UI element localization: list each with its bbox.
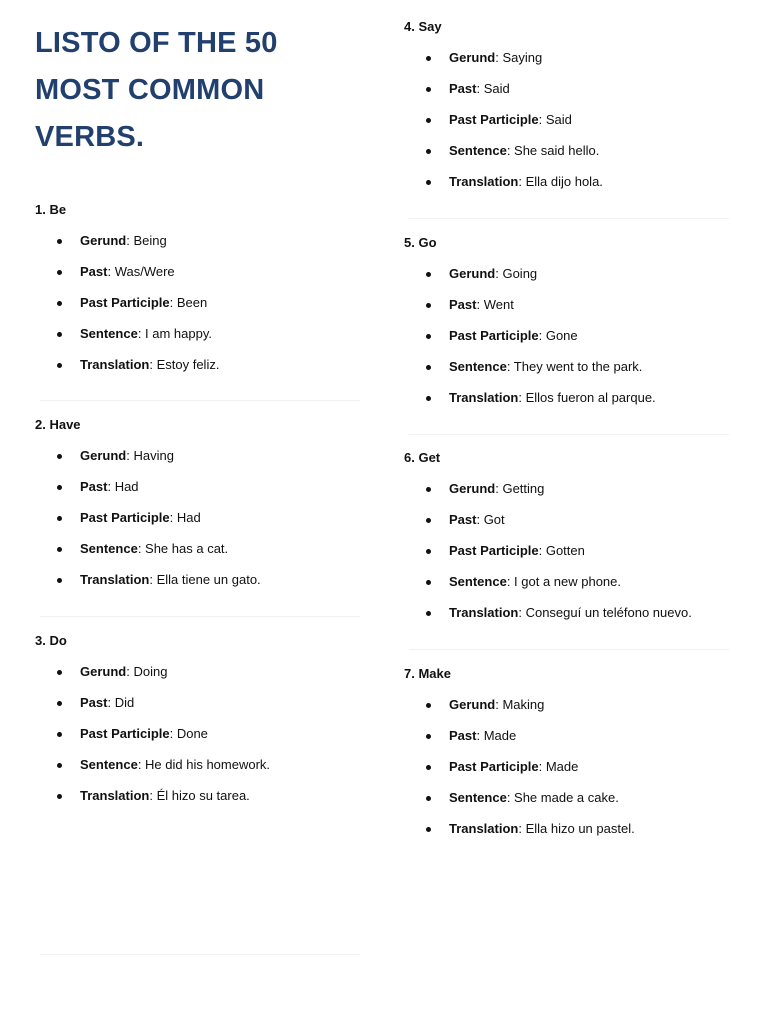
verb-forms-list (35, 231, 360, 386)
term-value: : Ellos fueron al parque. (518, 390, 656, 405)
term-value: : Ella dijo hola. (518, 174, 603, 189)
list-item-translation (35, 786, 360, 817)
list-item-translation (404, 819, 729, 850)
term-label: Past Participle (449, 759, 539, 774)
term-label: Sentence (449, 790, 507, 805)
term-value: : I got a new phone. (506, 574, 622, 589)
bullet-icon (57, 485, 62, 490)
term-value: : She said hello. (506, 143, 600, 158)
list-item-past-participle (35, 724, 360, 755)
term-value: : Gotten (538, 543, 585, 558)
list-item-past-participle (35, 293, 360, 324)
term-value: : Been (169, 295, 208, 310)
term-value: : Made (538, 759, 579, 774)
section-divider (40, 616, 360, 617)
term-label: Gerund (449, 50, 496, 65)
list-item-past (404, 79, 729, 110)
term-label: Sentence (449, 143, 507, 158)
bullet-icon (426, 703, 431, 708)
bullet-icon (426, 549, 431, 554)
list-item-gerund (35, 231, 360, 262)
list-item-past-participle (404, 757, 729, 788)
verb-section-have (35, 415, 360, 601)
verb-section-get (404, 448, 729, 634)
list-item-sentence (404, 141, 729, 172)
term-label: Gerund (449, 266, 496, 281)
list-item-sentence (404, 788, 729, 819)
page-title: LISTO OF THE 50 MOST COMMON VERBS. (35, 27, 278, 153)
term-value: : Had (169, 510, 201, 525)
bullet-icon (57, 301, 62, 306)
list-item-past (404, 295, 729, 326)
verb-forms-list (404, 264, 729, 419)
term-label: Past (449, 81, 477, 96)
bullet-icon (57, 578, 62, 583)
verb-forms-list (35, 662, 360, 817)
term-value: : Going (495, 266, 538, 281)
verb-heading: 3. Do (35, 633, 67, 648)
verb-section-go (404, 233, 729, 419)
verb-forms-list (35, 446, 360, 601)
term-value: : Making (495, 697, 545, 712)
list-item-sentence (35, 755, 360, 786)
list-item-sentence (404, 572, 729, 603)
term-label: Past Participle (80, 295, 170, 310)
list-item-gerund (404, 695, 729, 726)
bullet-icon (426, 396, 431, 401)
term-label: Gerund (80, 664, 127, 679)
bullet-icon (57, 763, 62, 768)
term-label: Translation (449, 605, 519, 620)
term-value: : Said (476, 81, 510, 96)
term-value: : Having (126, 448, 174, 463)
list-item-translation (404, 388, 729, 419)
term-value: : She has a cat. (137, 541, 229, 556)
term-value: : They went to the park. (506, 359, 643, 374)
list-item-gerund (404, 264, 729, 295)
term-value: : Doing (126, 664, 168, 679)
term-value: : Made (476, 728, 517, 743)
verb-heading: 4. Say (404, 19, 442, 34)
list-item-translation (35, 570, 360, 601)
bullet-icon (426, 518, 431, 523)
term-label: Past (449, 297, 477, 312)
section-divider (40, 954, 360, 955)
bullet-icon (57, 332, 62, 337)
bullet-icon (426, 87, 431, 92)
term-value: : Estoy feliz. (149, 357, 220, 372)
bullet-icon (57, 701, 62, 706)
term-value: : Said (538, 112, 572, 127)
bullet-icon (57, 794, 62, 799)
list-item-past (35, 262, 360, 293)
verb-forms-list (404, 48, 729, 203)
term-label: Past Participle (80, 726, 170, 741)
term-label: Translation (80, 572, 150, 587)
term-label: Gerund (80, 448, 127, 463)
bullet-icon (426, 611, 431, 616)
verb-section-be (35, 200, 360, 386)
term-value: : Él hizo su tarea. (149, 788, 250, 803)
list-item-past (404, 510, 729, 541)
term-label: Past (449, 512, 477, 527)
term-value: : He did his homework. (137, 757, 271, 772)
bullet-icon (57, 239, 62, 244)
term-label: Gerund (449, 697, 496, 712)
term-value: : I am happy. (137, 326, 212, 341)
term-label: Sentence (449, 574, 507, 589)
bullet-icon (426, 487, 431, 492)
list-item-sentence (404, 357, 729, 388)
list-item-past (35, 477, 360, 508)
term-label: Past Participle (80, 510, 170, 525)
verb-section-make (404, 664, 729, 850)
bullet-icon (426, 827, 431, 832)
term-label: Sentence (80, 326, 138, 341)
term-label: Past (449, 728, 477, 743)
term-label: Past (80, 264, 108, 279)
verb-heading: 7. Make (404, 666, 451, 681)
section-divider (409, 218, 729, 219)
term-value: : Conseguí un teléfono nuevo. (518, 605, 692, 620)
term-value: : Ella hizo un pastel. (518, 821, 635, 836)
bullet-icon (426, 334, 431, 339)
bullet-icon (426, 180, 431, 185)
term-value: : Done (169, 726, 208, 741)
term-label: Past (80, 479, 108, 494)
bullet-icon (57, 454, 62, 459)
term-value: : Getting (495, 481, 545, 496)
list-item-past (404, 726, 729, 757)
term-label: Past Participle (449, 543, 539, 558)
bullet-icon (57, 547, 62, 552)
list-item-translation (404, 172, 729, 203)
list-item-sentence (35, 539, 360, 570)
bullet-icon (426, 118, 431, 123)
bullet-icon (57, 516, 62, 521)
list-item-translation (35, 355, 360, 386)
list-item-past-participle (35, 508, 360, 539)
term-value: : Got (476, 512, 505, 527)
bullet-icon (426, 734, 431, 739)
verb-section-do (35, 631, 360, 817)
bullet-icon (426, 580, 431, 585)
bullet-icon (426, 365, 431, 370)
list-item-gerund (404, 48, 729, 79)
list-item-past-participle (404, 110, 729, 141)
section-divider (40, 400, 360, 401)
term-label: Translation (80, 788, 150, 803)
term-label: Gerund (80, 233, 127, 248)
bullet-icon (57, 270, 62, 275)
list-item-gerund (35, 662, 360, 693)
term-value: : She made a cake. (506, 790, 619, 805)
term-label: Sentence (449, 359, 507, 374)
term-label: Sentence (80, 541, 138, 556)
verb-forms-list (404, 695, 729, 850)
term-value: : Gone (538, 328, 578, 343)
term-value: : Went (476, 297, 514, 312)
verb-section-say (404, 17, 729, 203)
verb-heading: 1. Be (35, 202, 67, 217)
bullet-icon (426, 56, 431, 61)
bullet-icon (426, 272, 431, 277)
bullet-icon (426, 765, 431, 770)
term-value: : Being (126, 233, 167, 248)
term-value: : Had (107, 479, 139, 494)
list-item-past-participle (404, 541, 729, 572)
verb-heading: 5. Go (404, 235, 437, 250)
term-label: Translation (449, 390, 519, 405)
term-label: Translation (449, 821, 519, 836)
bullet-icon (57, 670, 62, 675)
term-label: Translation (80, 357, 150, 372)
verb-heading: 2. Have (35, 417, 81, 432)
term-value: : Was/Were (107, 264, 175, 279)
term-value: : Did (107, 695, 135, 710)
list-item-sentence (35, 324, 360, 355)
section-divider (409, 649, 729, 650)
term-label: Sentence (80, 757, 138, 772)
list-item-past (35, 693, 360, 724)
term-value: : Ella tiene un gato. (149, 572, 261, 587)
list-item-gerund (404, 479, 729, 510)
list-item-past-participle (404, 326, 729, 357)
term-label: Past Participle (449, 112, 539, 127)
bullet-icon (57, 363, 62, 368)
term-label: Past (80, 695, 108, 710)
list-item-translation (404, 603, 729, 634)
bullet-icon (57, 732, 62, 737)
term-value: : Saying (495, 50, 543, 65)
bullet-icon (426, 149, 431, 154)
section-divider (409, 434, 729, 435)
bullet-icon (426, 796, 431, 801)
verb-heading: 6. Get (404, 450, 441, 465)
list-item-gerund (35, 446, 360, 477)
term-label: Past Participle (449, 328, 539, 343)
term-label: Translation (449, 174, 519, 189)
bullet-icon (426, 303, 431, 308)
verb-forms-list (404, 479, 729, 634)
term-label: Gerund (449, 481, 496, 496)
